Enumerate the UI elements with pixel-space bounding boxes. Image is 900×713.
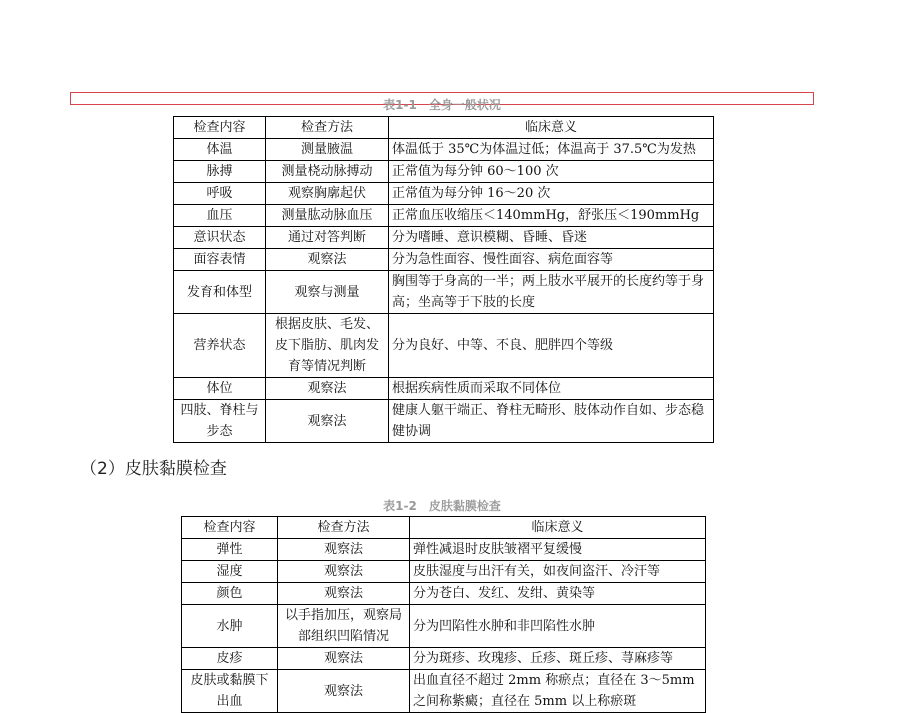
header-cell: 临床意义 bbox=[410, 517, 706, 539]
table-cell: 正常值为每分钟 16～20 次 bbox=[389, 183, 714, 205]
table-row bbox=[174, 183, 714, 205]
table-cell: 以手指加压，观察局部组织凹陷情况 bbox=[278, 605, 410, 648]
table-cell: 正常血压收缩压＜140mmHg，舒张压＜190mmHg bbox=[389, 205, 714, 227]
table-cell: 分为良好、中等、不良、肥胖四个等级 bbox=[389, 314, 714, 378]
table-cell: 体温 bbox=[174, 139, 266, 161]
table-cell: 测量肱动脉血压 bbox=[266, 205, 389, 227]
table-cell: 观察法 bbox=[278, 583, 410, 605]
table-cell: 观察胸廓起伏 bbox=[266, 183, 389, 205]
header-cell: 检查内容 bbox=[182, 517, 278, 539]
skin-mucosa-table bbox=[181, 516, 706, 713]
table-row bbox=[174, 271, 714, 314]
table-cell: 脉搏 bbox=[174, 161, 266, 183]
table-row bbox=[182, 583, 706, 605]
table-row bbox=[174, 161, 714, 183]
table-row bbox=[174, 139, 714, 161]
table-cell: 发育和体型 bbox=[174, 271, 266, 314]
table-cell: 观察法 bbox=[278, 648, 410, 670]
table-cell: 面容表情 bbox=[174, 249, 266, 271]
table-row bbox=[182, 605, 706, 648]
table-cell: 通过对答判断 bbox=[266, 227, 389, 249]
table-cell: 弹性减退时皮肤皱褶平复缓慢 bbox=[410, 539, 706, 561]
table-cell: 胸围等于身高的一半；两上肢水平展开的长度约等于身高；坐高等于下肢的长度 bbox=[389, 271, 714, 314]
table-cell: 分为斑疹、玫瑰疹、丘疹、斑丘疹、荨麻疹等 bbox=[410, 648, 706, 670]
table-row bbox=[174, 314, 714, 378]
table-cell: 观察法 bbox=[266, 249, 389, 271]
table-row bbox=[182, 670, 706, 713]
table-row bbox=[174, 400, 714, 443]
table-cell: 观察法 bbox=[266, 400, 389, 443]
table-header-row bbox=[174, 117, 714, 139]
table-header-row bbox=[182, 517, 706, 539]
table-row bbox=[182, 539, 706, 561]
section-heading: （2）皮肤黏膜检查 bbox=[80, 459, 227, 479]
table-row bbox=[174, 227, 714, 249]
table-cell: 观察法 bbox=[278, 561, 410, 583]
table-cell: 出血直径不超过 2mm 称瘀点；直径在 3～5mm 之间称紫癜；直径在 5mm 以上称瘀斑 bbox=[410, 670, 706, 713]
table-caption: 表1-2 皮肤黏膜检查 bbox=[383, 499, 501, 513]
table-cell: 观察与测量 bbox=[266, 271, 389, 314]
table-cell: 分为凹陷性水肿和非凹陷性水肿 bbox=[410, 605, 706, 648]
table-cell: 皮肤或黏膜下出血 bbox=[182, 670, 278, 713]
table-cell: 测量腋温 bbox=[266, 139, 389, 161]
table-row bbox=[182, 561, 706, 583]
table-cell: 血压 bbox=[174, 205, 266, 227]
table-cell: 营养状态 bbox=[174, 314, 266, 378]
table-row bbox=[182, 648, 706, 670]
header-cell: 检查内容 bbox=[174, 117, 266, 139]
table-row bbox=[174, 378, 714, 400]
table-cell: 观察法 bbox=[278, 539, 410, 561]
table-row bbox=[174, 205, 714, 227]
table-cell: 观察法 bbox=[266, 378, 389, 400]
header-cell: 检查方法 bbox=[266, 117, 389, 139]
table-cell: 体温低于 35℃为体温过低；体温高于 37.5℃为发热 bbox=[389, 139, 714, 161]
header-cell: 临床意义 bbox=[389, 117, 714, 139]
table-cell: 皮疹 bbox=[182, 648, 278, 670]
table-cell: 体位 bbox=[174, 378, 266, 400]
table-cell: 观察法 bbox=[278, 670, 410, 713]
header-cell: 检查方法 bbox=[278, 517, 410, 539]
table-cell: 呼吸 bbox=[174, 183, 266, 205]
table-cell: 根据疾病性质而采取不同体位 bbox=[389, 378, 714, 400]
table-cell: 弹性 bbox=[182, 539, 278, 561]
table-cell: 皮肤湿度与出汗有关，如夜间盗汗、冷汗等 bbox=[410, 561, 706, 583]
table-cell: 水肿 bbox=[182, 605, 278, 648]
table-caption: 表1-1 全身一般状况 bbox=[383, 98, 501, 112]
table-cell: 分为急性面容、慢性面容、病危面容等 bbox=[389, 249, 714, 271]
table-cell: 健康人躯干端正、脊柱无畸形、肢体动作自如、步态稳健协调 bbox=[389, 400, 714, 443]
table-cell: 测量桡动脉搏动 bbox=[266, 161, 389, 183]
table-cell: 分为苍白、发红、发绀、黄染等 bbox=[410, 583, 706, 605]
table-row bbox=[174, 249, 714, 271]
table-cell: 湿度 bbox=[182, 561, 278, 583]
table-cell: 四肢、脊柱与步态 bbox=[174, 400, 266, 443]
table-cell: 颜色 bbox=[182, 583, 278, 605]
general-status-table bbox=[173, 116, 714, 443]
table-cell: 分为嗜睡、意识模糊、昏睡、昏迷 bbox=[389, 227, 714, 249]
table-cell: 根据皮肤、毛发、皮下脂肪、肌肉发育等情况判断 bbox=[266, 314, 389, 378]
table-cell: 正常值为每分钟 60～100 次 bbox=[389, 161, 714, 183]
table-cell: 意识状态 bbox=[174, 227, 266, 249]
